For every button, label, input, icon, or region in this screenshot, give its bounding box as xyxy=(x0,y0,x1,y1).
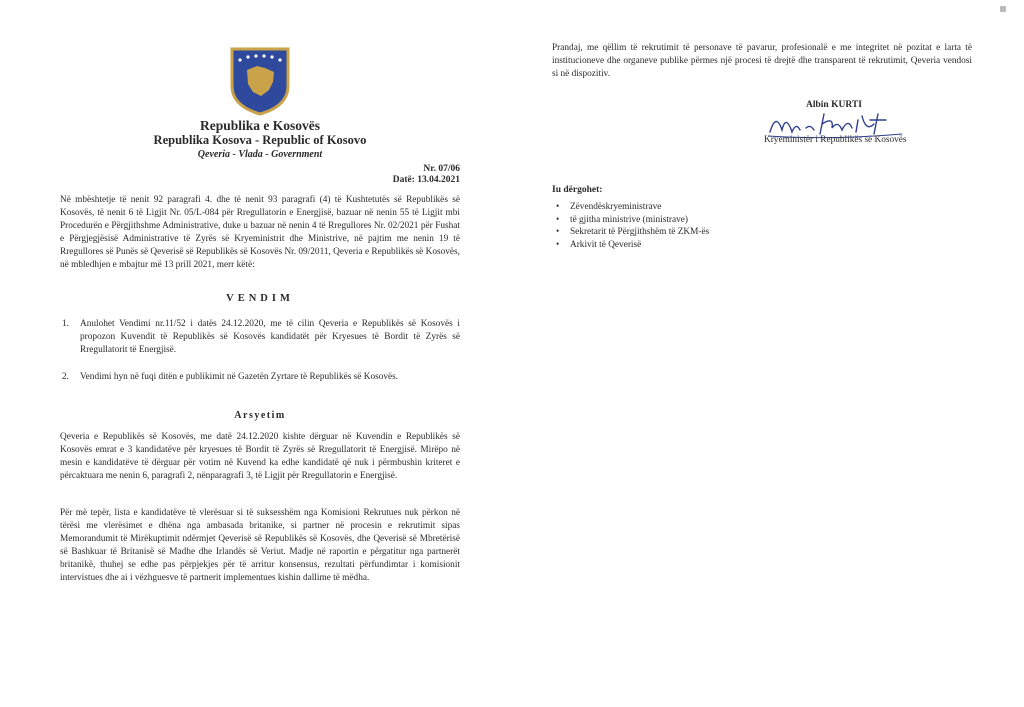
reasoning-paragraph-2: Për më tepër, lista e kandidatëve të vlerësuar si të suksesshëm nga Komisioni Rekrutues nuk përkon në tërësi me vlerësimet e dhëna nga ambasada britanike, si partner në procesin e rekrutimit sipas Memorandumit të Mirëkuptimit ndërmjet Qeverisë së Republikës së Kosovës, dhe Qeverisë së Mbretërisë së Bashkuar të Britanisë së Madhe dhe Irlandës së Veriut. Madje në raportin e përgatitur nga partnerët britanikë, thuhej se edhe pas përpjekjes për të arritur konsensus, rezultati përfundimtar i komisionit intervistues dhe ai i vëzhguesve të partnerit implementues kishin dallime të mëdha. xyxy=(60,508,460,583)
recipients-label: Iu dërgohet: xyxy=(552,185,603,195)
reasoning-title: Arsyetim xyxy=(234,410,286,421)
scan-mark xyxy=(1000,6,1006,12)
recipient-text: të gjitha ministrive (ministrave) xyxy=(570,214,688,225)
recipient-item xyxy=(552,239,709,252)
recipient-item xyxy=(552,201,709,214)
decision-title: VENDIM xyxy=(226,293,294,304)
letterhead-institution: Qeveria - Vlada - Government xyxy=(197,149,323,160)
recipient-item xyxy=(552,226,709,239)
reference-number: Nr. 07/06 xyxy=(423,164,460,174)
reasoning-paragraph-1: Qeveria e Republikës së Kosovës, me datë 24.12.2020 kishte dërguar në Kuvendin e Republikës së Kosovës emrat e 3 kandidatëve për kryesues të Bordit të Zyrës së Rregullatorit të Energjisë. Mirëpo në mesin e kandidatëve të dërguar për votim në Kuvend ka edhe kandidatë që nuk i përmbushin kriteret e përcaktuara me nenin 6, paragrafi 2, nënparagrafi 3, të Ligjit për Rregullatorin e Energjisë. xyxy=(60,432,460,481)
intro-paragraph: Në mbështetje të nenit 92 paragrafi 4. dhe të nenit 93 paragrafi (4) të Kushtetutës së Republikës së Kosovës, të nenit 6 të Ligjit Nr. 05/L-084 për Rregullatorin e Energjisë, bazuar në nenin 55 të Ligjit mbi Procedurën e Përgjithshme Administrative, duke u bazuar në nenin 4 të Rregullores Nr. 02/2021 për Fushat e Përgjegjësisë Administrative të Zyrës së Kryeministrit dhe Ministrive, në pajtim me nenin 19 të Rregullores së Punës së Qeverisë së Republikës së Kosovës Nr. 09/2011, Qeveria e Republikës së Kosovës, në mbledhjen e mbajtur më 13 prill 2021, merr këtë: xyxy=(60,195,460,270)
decision-item-text: Anulohet Vendimi nr.11/52 i datës 24.12.2020, me të cilin Qeveria e Republikës së Kosovës i propozon Kuvendit të Republikës së Kosovës kandidatët për Kryesues të Bordit të Zyrës së Rregullatorit të Energjisë. xyxy=(80,319,460,355)
decision-item-number: 2. xyxy=(62,372,69,382)
signer-title: Kryeministër i Republikës së Kosovës xyxy=(764,135,907,145)
recipient-text: Arkivit të Qeverisë xyxy=(570,239,642,250)
bullet-icon: • xyxy=(556,227,560,237)
recipient-text: Zëvendëskryeministrave xyxy=(570,202,662,212)
reference-date: Datë: 13.04.2021 xyxy=(392,175,460,185)
decision-item-text: Vendimi hyn në fuqi ditën e publikimit në Gazetën Zyrtare të Republikës së Kosovës. xyxy=(80,372,399,382)
recipients-list xyxy=(552,201,709,251)
decision-item-number: 1. xyxy=(62,319,69,329)
decision-item xyxy=(60,318,460,357)
bullet-icon: • xyxy=(556,239,560,250)
conclusion-paragraph: Prandaj, me qëllim të rekrutimit të personave të pavarur, profesionalë e me integritet në pozitat e larta të institucioneve dhe organeve publike përmes një procesi të drejtë dhe transparent të rekrutimit, Qeveria vendosi si në dispozitiv. xyxy=(552,43,972,79)
bullet-icon: • xyxy=(556,214,560,225)
letterhead-title: Republika e Kosovës xyxy=(199,118,321,133)
recipient-item xyxy=(552,214,709,227)
bullet-icon: • xyxy=(556,202,560,212)
recipient-text: Sekretarit të Përgjithshëm të ZKM-ës xyxy=(570,227,710,237)
coat-of-arms-icon xyxy=(229,46,291,116)
signer-name: Albin KURTI xyxy=(806,100,862,110)
letterhead-subtitle: Republika Kosova - Republic of Kosovo xyxy=(153,133,367,147)
decision-item xyxy=(60,371,460,384)
decision-list xyxy=(60,318,460,398)
reference-block xyxy=(393,164,460,186)
letterhead xyxy=(60,118,460,161)
